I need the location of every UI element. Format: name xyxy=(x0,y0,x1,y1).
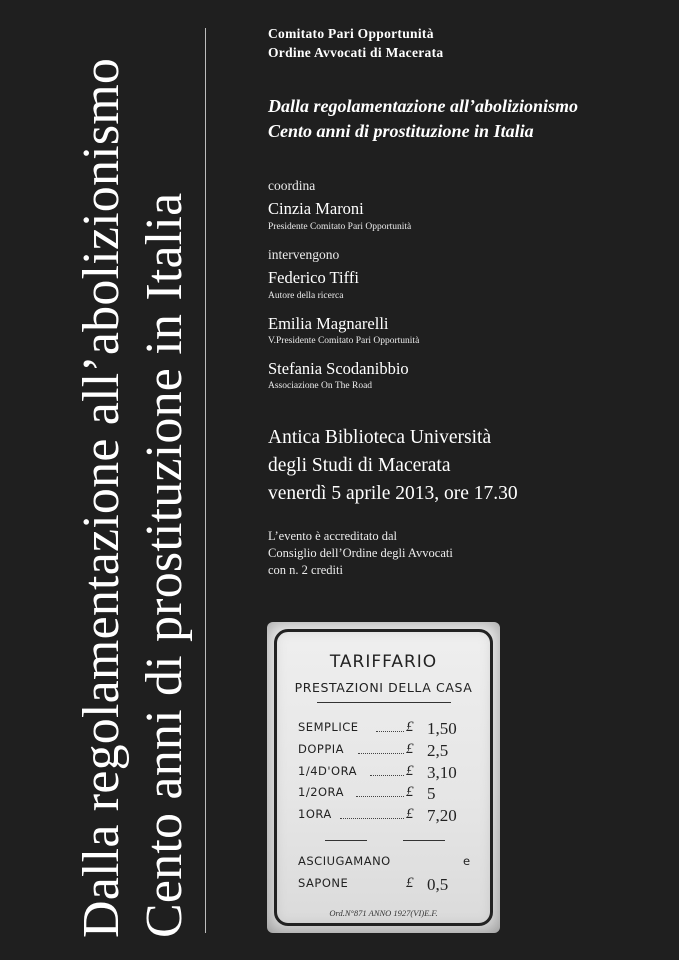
currency-symbol: £ xyxy=(406,719,414,735)
speaker-name: Stefania Scodanibbio xyxy=(268,359,409,378)
tariff-item-price: 1,50 xyxy=(427,719,457,738)
tariff-extra-label-2: SAPONE xyxy=(298,876,349,890)
leader-dots xyxy=(356,796,404,797)
organizer-line-2: Ordine Avvocati di Macerata xyxy=(268,45,444,60)
accreditation-line-1: L’evento è accreditato dal xyxy=(268,529,397,543)
accreditation-line-2: Consiglio dell’Ordine degli Avvocati xyxy=(268,546,453,560)
leader-dots xyxy=(376,731,404,732)
vertical-title xyxy=(70,18,196,938)
currency-symbol: £ xyxy=(406,741,414,757)
leader-dots xyxy=(340,818,404,819)
tariff-row-extra xyxy=(298,870,488,892)
tariff-item-label: DOPPIA xyxy=(298,742,345,756)
coordinator-label: coordina xyxy=(268,178,316,193)
leader-dots xyxy=(358,753,404,754)
tariff-extra-price: 0,5 xyxy=(427,875,449,894)
tariff-extra-label-1: ASCIUGAMANO xyxy=(298,854,391,868)
sign-title: TARIFFARIO xyxy=(329,652,438,672)
leader-dots xyxy=(370,775,404,776)
currency-symbol: £ xyxy=(406,875,414,891)
tariff-row-extra xyxy=(298,848,488,870)
event-date-time: venerdì 5 aprile 2013, ore 17.30 xyxy=(268,483,518,504)
venue-line-2: degli Studi di Macerata xyxy=(268,455,451,476)
speaker-role: Associazione On The Road xyxy=(268,381,373,391)
speaker-role: Autore della ricerca xyxy=(268,291,344,301)
tariff-item-label: 1/4D'ORA xyxy=(298,764,357,778)
event-title-line-2: Cento anni di prostituzione in Italia xyxy=(268,121,534,141)
separator-line-left xyxy=(325,840,367,841)
tariff-item-price: 7,20 xyxy=(427,806,457,825)
speakers-label: intervengono xyxy=(268,247,340,262)
tariff-item-label: 1ORA xyxy=(298,807,332,821)
speaker-role: V.Presidente Comitato Pari Opportunità xyxy=(268,336,420,346)
currency-symbol: £ xyxy=(406,784,414,800)
tariff-item-label: SEMPLICE xyxy=(298,720,359,734)
tariff-row xyxy=(298,801,488,823)
tariff-item-price: 3,10 xyxy=(427,763,457,782)
tariff-sign-image xyxy=(267,622,500,933)
organizer-line-1: Comitato Pari Opportunità xyxy=(268,26,434,41)
vertical-title-line-2: Cento anni di prostituzione in Italia xyxy=(136,192,193,938)
tariff-row xyxy=(298,714,488,736)
tariff-item-price: 5 xyxy=(427,784,436,803)
tariff-row xyxy=(298,779,488,801)
accreditation-note xyxy=(268,528,453,579)
tariff-row xyxy=(298,758,488,780)
venue-line-1: Antica Biblioteca Università xyxy=(268,427,492,448)
sign-divider xyxy=(317,702,451,703)
vertical-title-line-1: Dalla regolamentazione all’abolizionismo xyxy=(73,57,130,938)
organizer xyxy=(268,24,443,62)
currency-symbol: £ xyxy=(406,806,414,822)
venue xyxy=(268,424,518,508)
event-title-line-1: Dalla regolamentazione all’abolizionismo xyxy=(268,96,579,116)
sign-subtitle: PRESTAZIONI DELLA CASA xyxy=(294,680,473,695)
currency-symbol: £ xyxy=(406,763,414,779)
tariff-item-label: 1/2ORA xyxy=(298,785,344,799)
tariff-item-price: 2,5 xyxy=(427,741,449,760)
accreditation-line-3: con n. 2 crediti xyxy=(268,563,343,577)
sign-ordinance-note: Ord.N°871 ANNO 1927(VI)E.F. xyxy=(329,908,438,918)
tariff-extra-conj: e xyxy=(463,854,471,868)
vertical-divider xyxy=(205,28,206,933)
speaker-name: Emilia Magnarelli xyxy=(268,314,389,333)
speaker-name: Federico Tiffi xyxy=(268,268,359,287)
coordinator-name: Cinzia Maroni xyxy=(268,199,364,218)
event-title xyxy=(268,94,578,144)
coordinator-role: Presidente Comitato Pari Opportunità xyxy=(268,222,412,232)
separator-line-right xyxy=(403,840,445,841)
tariff-row xyxy=(298,736,488,758)
